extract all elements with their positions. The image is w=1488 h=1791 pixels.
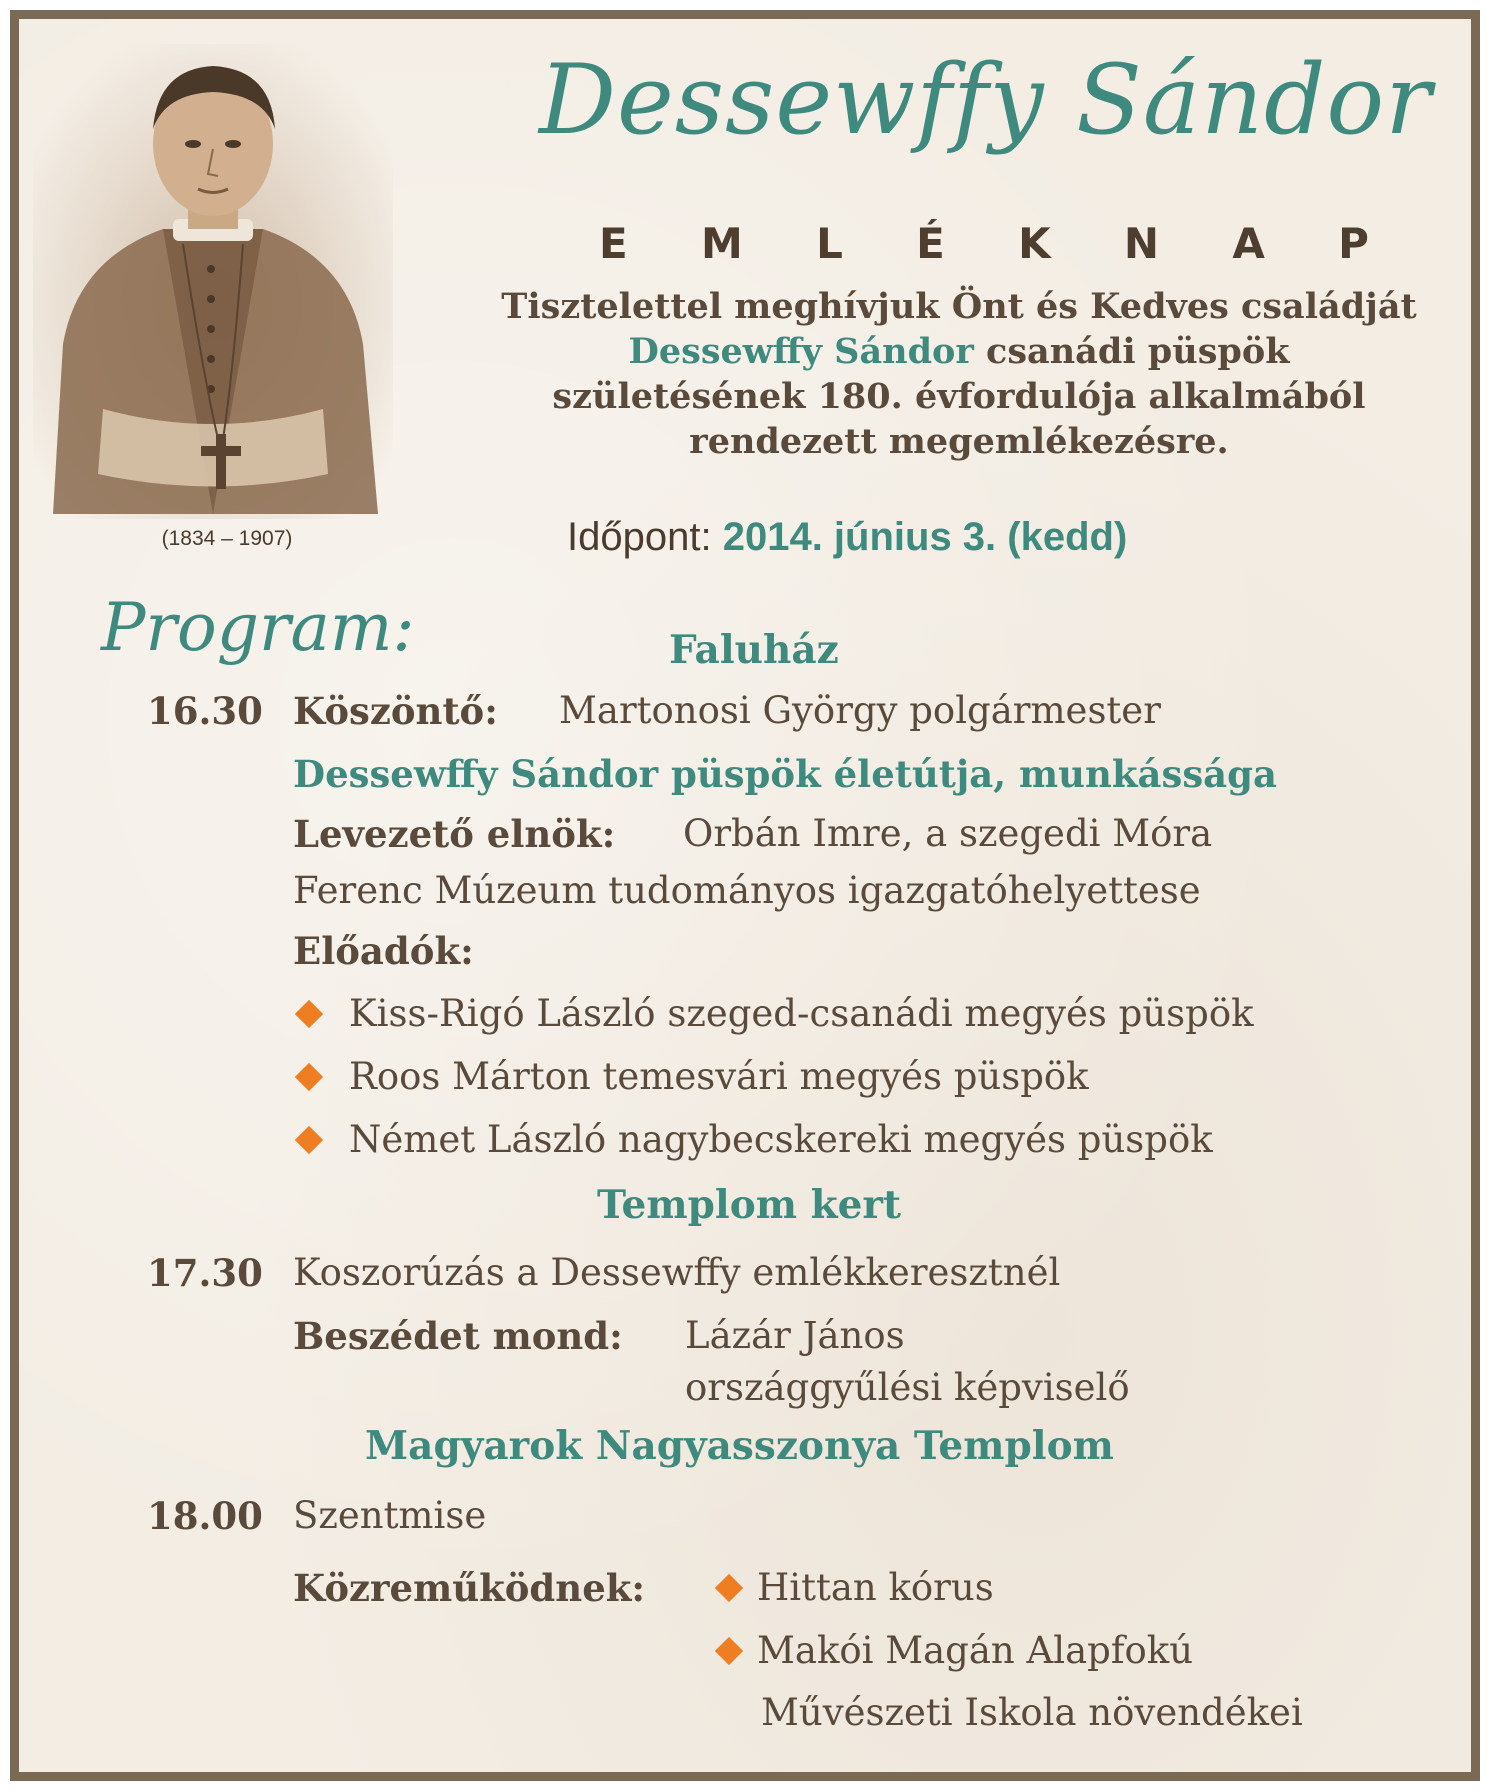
time-1800: 18.00 <box>147 1494 263 1538</box>
speaker-name: Német László nagybecskereki megyés püspök <box>349 1118 1213 1161</box>
venue-faluhaz: Faluház <box>669 627 839 673</box>
diamond-bullet-icon <box>295 999 323 1027</box>
venue-church: Magyarok Nagyasszonya Templom <box>365 1423 1114 1469</box>
chair-name: Orbán Imre, a szegedi Móra <box>683 812 1213 855</box>
contributor-name: Makói Magán Alapfokú <box>757 1629 1194 1672</box>
welcome-label: Köszöntő: <box>293 689 498 733</box>
diamond-bullet-icon <box>715 1573 743 1601</box>
contributor-name-continued: Művészeti Iskola növendékei <box>761 1691 1303 1734</box>
program-heading: Program: <box>101 589 415 666</box>
subtitle-letter: A <box>1232 219 1265 268</box>
contributor-name: Hittan kórus <box>757 1566 994 1609</box>
speaker-name: Roos Márton temesvári megyés püspök <box>349 1055 1089 1098</box>
holy-mass: Szentmise <box>293 1494 487 1537</box>
wreath-laying: Koszorúzás a Dessewffy emlékkeresztnél <box>293 1251 1061 1294</box>
speaker-item <box>295 1055 1089 1098</box>
chair-title: Ferenc Múzeum tudományos igazgatóhelyettese <box>293 869 1201 912</box>
invitation-line-4: rendezett megemlékezésre. <box>689 421 1229 462</box>
welcome-speaker: Martonosi György polgármester <box>559 689 1161 732</box>
subtitle-letter: P <box>1338 219 1369 268</box>
speech-speaker: Lázár János <box>685 1314 905 1357</box>
portrait-dates: (1834 – 1907) <box>161 527 293 550</box>
date-label: Időpont: <box>567 515 712 559</box>
subtitle-letter: É <box>916 219 945 268</box>
lecture-topic: Dessewffy Sándor püspök életútja, munkássága <box>293 752 1278 796</box>
date-value: 2014. június 3. (kedd) <box>722 515 1128 559</box>
subtitle-letter: L <box>816 219 843 268</box>
invitation-line-3: születésének 180. évfordulója alkalmából <box>552 376 1366 417</box>
event-date <box>567 515 1127 560</box>
subtitle-letter: N <box>1123 219 1160 268</box>
honoree-name: Dessewffy Sándor <box>628 331 974 372</box>
speech-speaker-title: országgyűlési képviselő <box>685 1366 1130 1409</box>
time-1730: 17.30 <box>147 1251 263 1295</box>
contributor-item <box>715 1629 1193 1672</box>
speaker-name: Kiss-Rigó László szeged-csanádi megyés püspök <box>349 992 1254 1035</box>
event-title: Dessewffy Sándor <box>539 44 1433 156</box>
event-subtitle <box>599 219 1369 268</box>
venue-templom-kert: Templom kert <box>597 1182 901 1228</box>
speech-label: Beszédet mond: <box>293 1314 623 1358</box>
subtitle-letter: E <box>599 219 628 268</box>
diamond-bullet-icon <box>295 1125 323 1153</box>
subtitle-letter: M <box>700 219 743 268</box>
contributors-label: Közreműködnek: <box>293 1566 646 1610</box>
honoree-title: csanádi püspök <box>986 331 1290 372</box>
diamond-bullet-icon <box>295 1062 323 1090</box>
invitation-line-2 <box>469 331 1449 372</box>
speaker-item <box>295 992 1254 1035</box>
chair-label: Levezető elnök: <box>293 812 616 856</box>
invitation-line-1: Tisztelettel meghívjuk Önt és Kedves családját <box>501 286 1417 327</box>
invitation-page <box>10 10 1480 1781</box>
diamond-bullet-icon <box>715 1636 743 1664</box>
subtitle-letter: K <box>1018 219 1051 268</box>
speaker-item <box>295 1118 1213 1161</box>
portrait-illustration <box>33 44 393 519</box>
contributor-item <box>715 1566 994 1609</box>
time-1630: 16.30 <box>147 689 263 733</box>
speakers-label: Előadók: <box>293 929 474 973</box>
